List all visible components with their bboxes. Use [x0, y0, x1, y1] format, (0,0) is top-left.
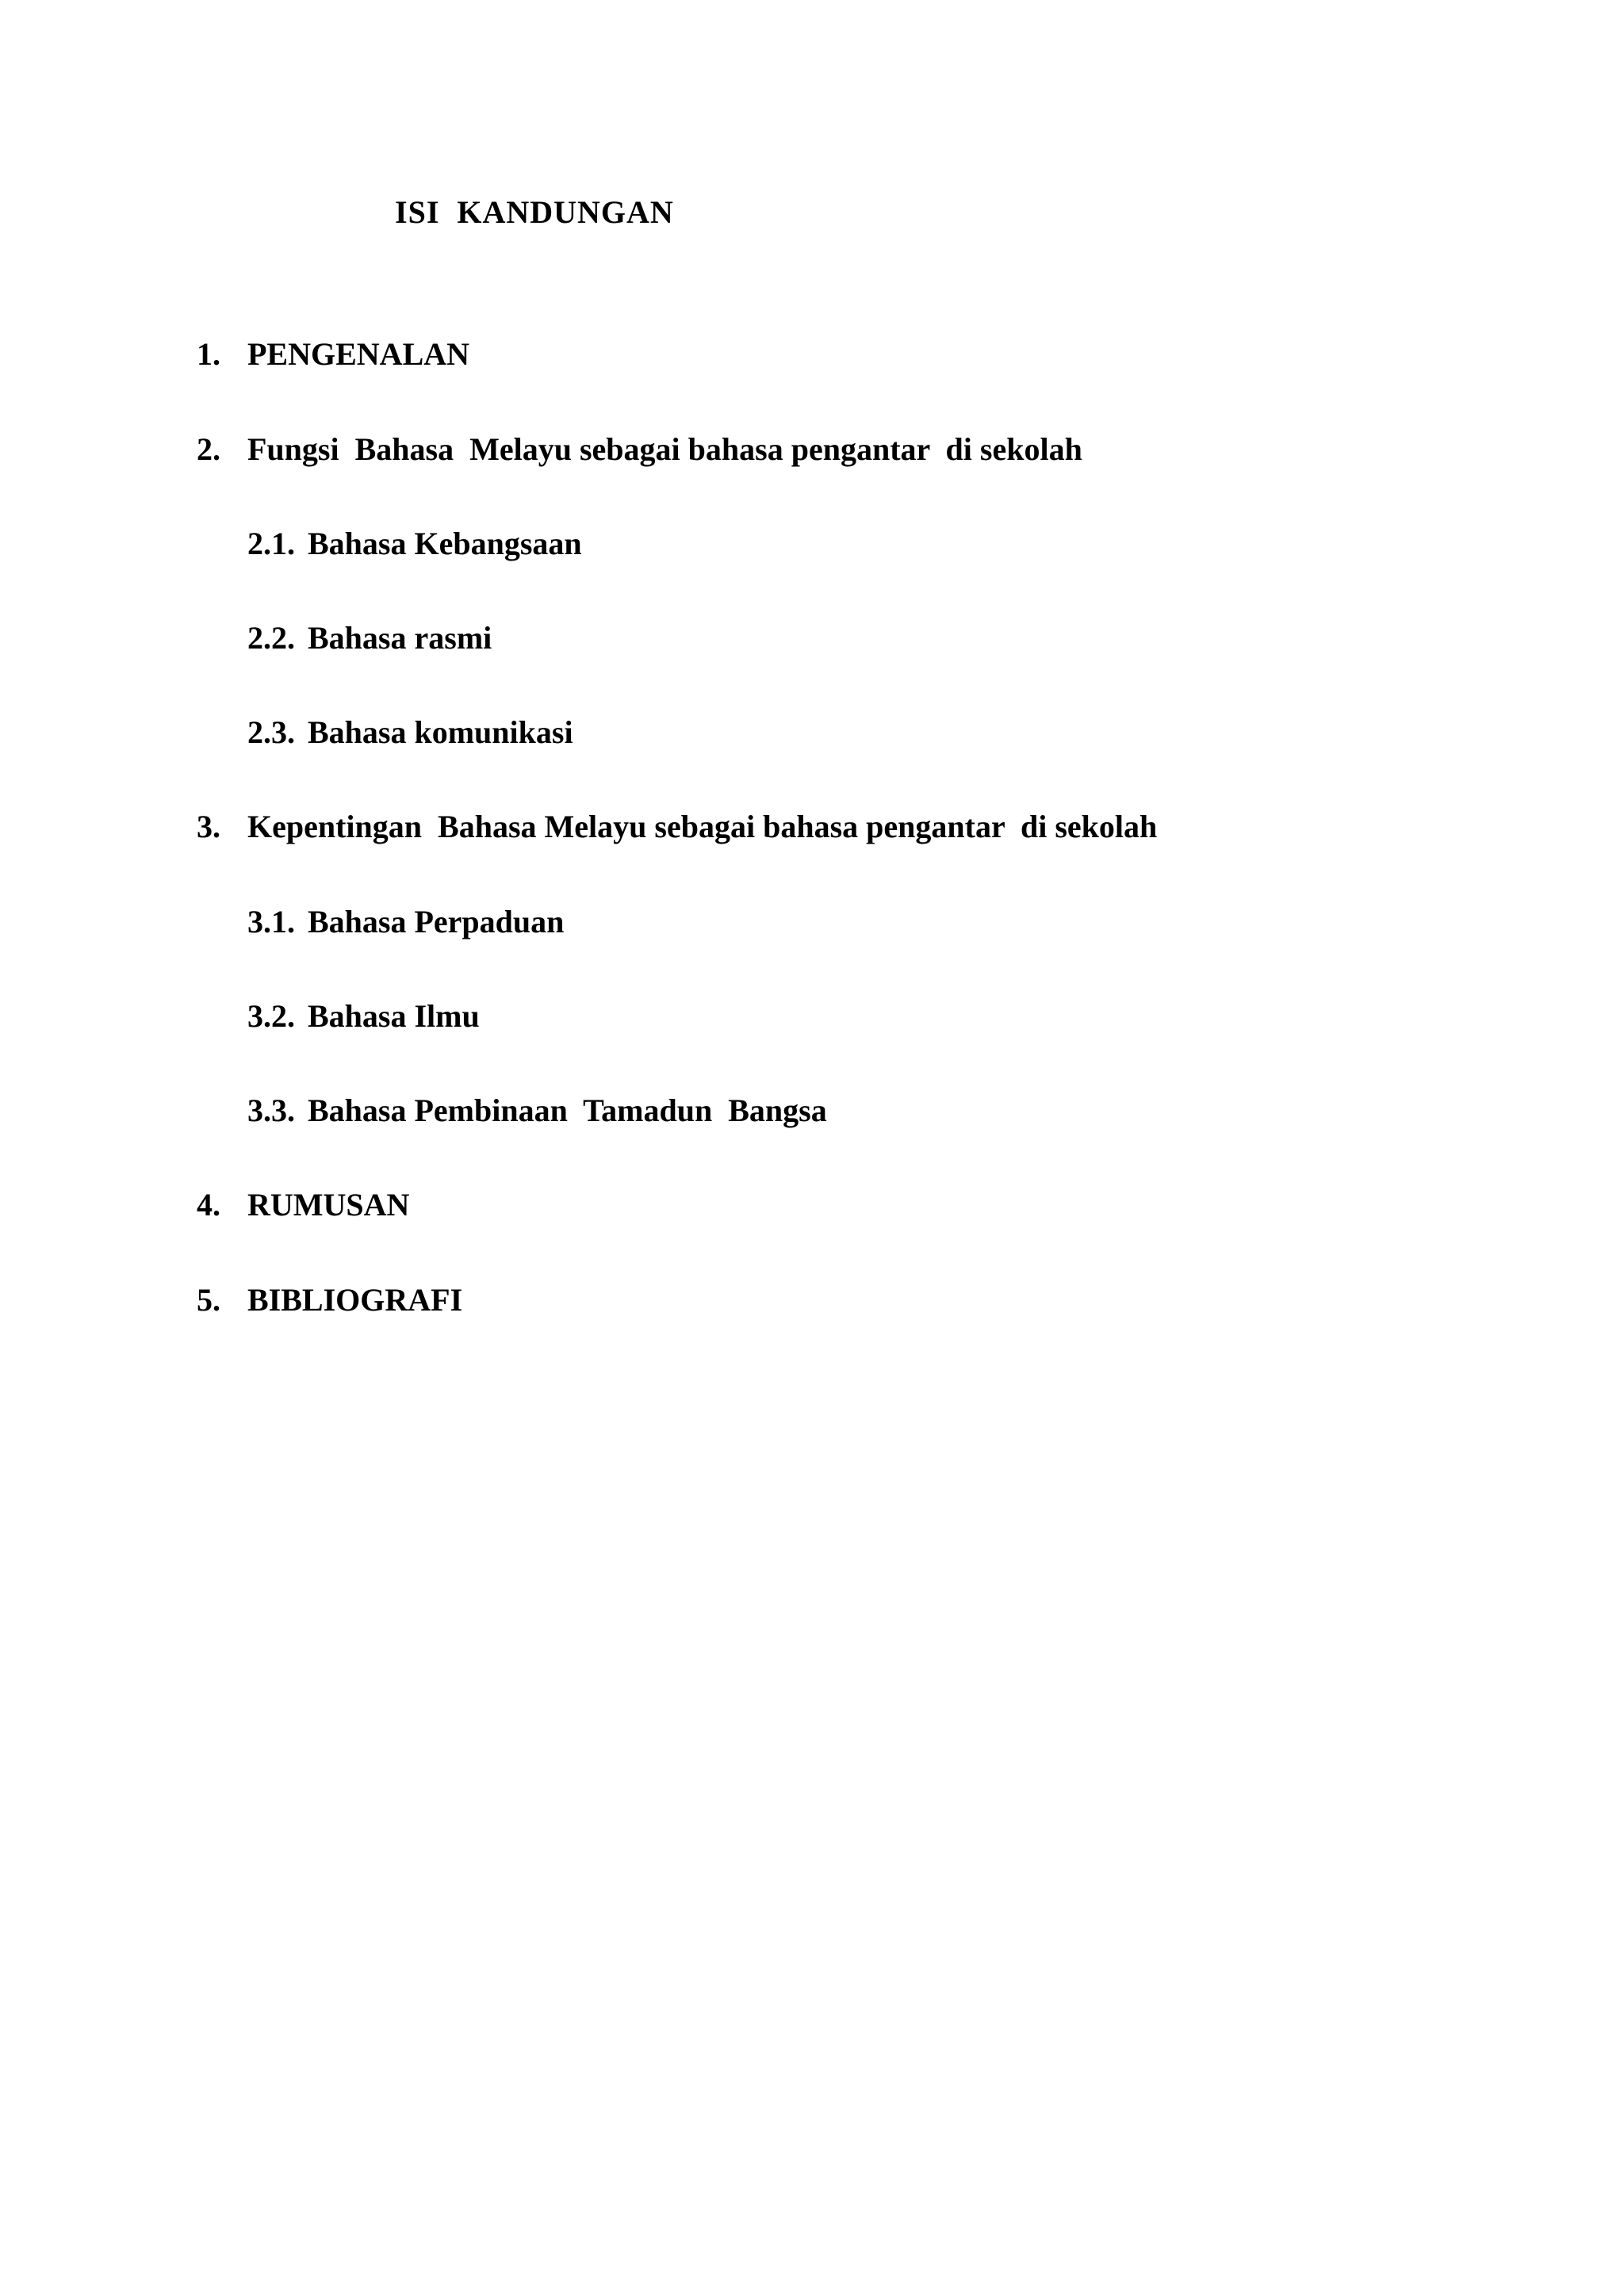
- toc-entry-number: 3.2.: [247, 998, 295, 1034]
- toc-entry-text: Bahasa Pembinaan Tamadun Bangsa: [308, 1093, 827, 1128]
- toc-entry-number: 2.2.: [247, 620, 295, 656]
- toc-entry-number: 4.: [197, 1187, 220, 1223]
- toc-entry-text: Bahasa Ilmu: [308, 998, 480, 1034]
- toc-entry-number: 3.3.: [247, 1093, 295, 1128]
- toc-entry-text: Bahasa Perpaduan: [308, 904, 565, 939]
- toc-entry-text: Bahasa Kebangsaan: [308, 526, 582, 561]
- toc-entry-text: PENGENALAN: [247, 336, 470, 372]
- toc-entry-text: Kepentingan Bahasa Melayu sebagai bahasa pengantar di sekolah: [247, 809, 1158, 844]
- toc-entry-text: Fungsi Bahasa Melayu sebagai bahasa pengantar di sekolah: [247, 431, 1082, 467]
- toc-entry-number: 2.1.: [247, 526, 295, 561]
- toc-entry-number: 2.3.: [247, 714, 295, 750]
- toc-entry-text: RUMUSAN: [247, 1187, 410, 1223]
- toc-entry-number: 5.: [197, 1282, 220, 1318]
- toc-entry-bibliografi: [197, 1281, 463, 1433]
- toc-entry-text: BIBLIOGRAFI: [247, 1282, 463, 1318]
- toc-entry-number: 3.1.: [247, 904, 295, 939]
- toc-entry-text: Bahasa komunikasi: [308, 714, 573, 750]
- toc-entry-text: Bahasa rasmi: [308, 620, 492, 656]
- toc-entry-number: 2.: [197, 431, 220, 467]
- page-title: ISI KANDUNGAN: [395, 194, 674, 230]
- toc-entry-number: 1.: [197, 336, 220, 372]
- toc-entry-number: 3.: [197, 809, 220, 844]
